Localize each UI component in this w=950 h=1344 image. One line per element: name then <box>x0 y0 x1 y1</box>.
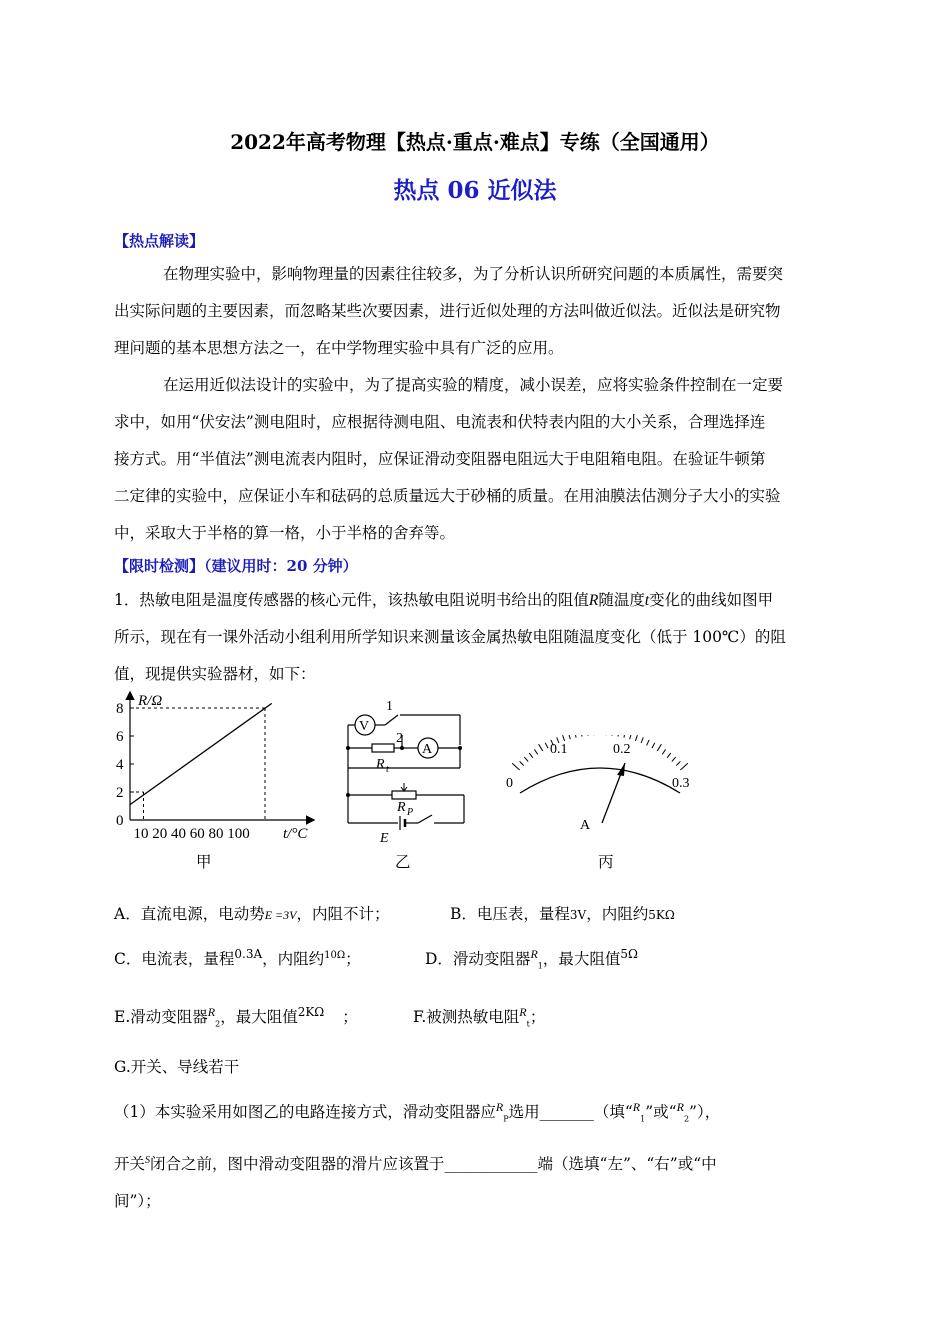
voltmeter-label: V <box>359 719 370 734</box>
x-axis-label: t/°C <box>283 826 308 842</box>
meter-tick <box>657 744 661 751</box>
meter-tick <box>647 740 650 746</box>
meter-bing <box>500 735 700 835</box>
para2-line3: 接方式。用“半值法”测电流表内阻时，应保证滑动变阻器电阻远大于电阻箱电阻。在验证牛顿第 <box>114 450 766 468</box>
meter-tick <box>662 749 665 754</box>
meter-tick <box>667 753 671 758</box>
meter-tick <box>652 743 655 748</box>
meter-tick <box>581 735 582 737</box>
y-tick-label: 6 <box>116 729 124 745</box>
series-line <box>130 703 272 804</box>
graph-jia <box>108 688 323 843</box>
pointer-label: A <box>580 818 591 833</box>
y-tick-label: 2 <box>116 785 124 801</box>
meter-tick <box>630 735 633 739</box>
y-axis-label: R/Ω <box>138 693 163 709</box>
para1-line3: 理问题的基本思想方法之一，在中学物理实验中具有广泛的应用。 <box>114 339 564 357</box>
meter-tick <box>512 763 519 770</box>
meter-tick <box>520 761 524 765</box>
rp-label: R <box>397 800 406 815</box>
meter-tick <box>624 735 625 738</box>
figure-label-bing: 丙 <box>598 853 614 871</box>
section-heading-interpretation: 【热点解读】 <box>114 232 205 250</box>
sub-question-1-line2: 开关$^S$闭合之前，图中滑动变阻器的滑片应该置于____________端（选填“左”、“右”或“中 <box>114 1154 717 1173</box>
meter-arc <box>520 768 680 793</box>
meter-tick <box>587 735 588 736</box>
switch-blade <box>385 715 398 725</box>
meter-tick <box>563 735 565 741</box>
meter-tick <box>529 753 533 758</box>
meter-label-0-3: 0.3 <box>672 776 690 791</box>
option-g: G.开关、导线若干 <box>114 1058 240 1076</box>
switch-terminal-2: 2 <box>396 731 403 746</box>
meter-tick <box>672 757 676 762</box>
meter-tick <box>539 744 543 751</box>
option-a: A．直流电源，电动势E =3V，内阻不计； <box>114 905 390 923</box>
option-e: E.滑动变阻器$^R_2$，最大阻值$^{2K\Omega}$ ； <box>114 1005 358 1029</box>
rt-resistor <box>372 744 394 752</box>
meter-tick <box>524 757 528 762</box>
switch-terminal-1: 1 <box>386 699 393 714</box>
meter-label-0: 0 <box>506 776 513 791</box>
y-tick-label: 8 <box>116 701 124 717</box>
meter-tick <box>612 735 613 736</box>
figure-label-yi: 乙 <box>395 853 411 871</box>
meter-tick <box>568 735 571 739</box>
meter-tick <box>618 735 619 737</box>
option-f: F.被测热敏电阻$^R_t$； <box>413 1005 546 1029</box>
meter-label-0-2: 0.2 <box>613 742 631 757</box>
rt-label-sub: t <box>386 764 389 775</box>
para2-line1: 在运用近似法设计的实验中，为了提高实验的精度，减小误差，应将实验条件控制在一定要 <box>163 376 784 394</box>
q1-line1: 1．热敏电阻是温度传感器的核心元件，该热敏电阻说明书给出的阻值R随温度t变化的曲线如图甲 <box>114 591 774 609</box>
meter-tick <box>635 735 637 741</box>
meter-tick <box>575 735 576 738</box>
para1-line1: 在物理实验中，影响物理量的因素往往较多，为了分析认识所研究问题的本质属性，需要突 <box>163 265 784 283</box>
section-heading-test: 【限时检测】（建议用时：20 分钟） <box>114 557 358 575</box>
rp-rheostat <box>392 791 416 799</box>
sub-question-1-line3: 间”）； <box>114 1192 161 1210</box>
meter-tick <box>680 763 687 770</box>
figure-label-jia: 甲 <box>196 853 212 871</box>
q1-line2: 所示，现在有一课外活动小组利用所学知识来测量该金属热敏电阻随温度变化（低于 100℃）的阻 <box>114 628 786 646</box>
y-tick-label: 0 <box>116 813 124 829</box>
sub-question-1-line1: （1）本实验采用如图乙的电路连接方式，滑动变阻器应$^R_P$选用_______（填“$^R_1$”或“$^R_2$”）， <box>114 1100 721 1124</box>
para1-line2: 出实际问题的主要因素，而忽略某些次要因素，进行近似处理的方法叫做近似法。近似法是研究物 <box>114 302 781 320</box>
rp-label-sub: P <box>407 807 414 818</box>
option-b: B．电压表，量程3V，内阻约5KΩ <box>450 905 675 923</box>
q1-line3: 值，现提供实验器材，如下： <box>114 665 316 683</box>
page-subtitle: 热点 06 近似法 <box>393 177 557 204</box>
meter-label-0-1: 0.1 <box>550 742 568 757</box>
para2-line4: 二定律的实验中，应保证小车和砝码的总质量远大于砂桶的质量。在用油膜法估测分子大小的实验 <box>114 487 781 505</box>
circuit-yi <box>340 695 470 845</box>
y-tick-label: 4 <box>116 757 124 773</box>
para2-line5: 中，采取大于半格的算一格，小于半格的舍弃等。 <box>114 524 456 542</box>
meter-tick <box>641 737 643 743</box>
meter-tick <box>676 761 680 765</box>
meter-tick <box>545 743 548 748</box>
emf-label: E <box>380 831 389 845</box>
rt-label: R <box>376 757 385 772</box>
option-d: D．滑动变阻器$^R_1$，最大阻值$^{5\Omega}$ <box>425 947 638 971</box>
option-c: C．电流表，量程$^{0.3A}$，内阻约$^{10\Omega}$； <box>114 947 361 969</box>
meter-tick <box>534 749 537 754</box>
para2-line2: 求中，如用“伏安法”测电阻时，应根据待测电阻、电流表和伏特表内阻的大小关系，合理选择连 <box>114 413 766 431</box>
ammeter-label: A <box>422 742 433 757</box>
page-title: 2022年高考物理【热点·重点·难点】专练（全国通用） <box>230 130 720 154</box>
x-tick-labels: 10 20 40 60 80 100 <box>133 826 250 842</box>
